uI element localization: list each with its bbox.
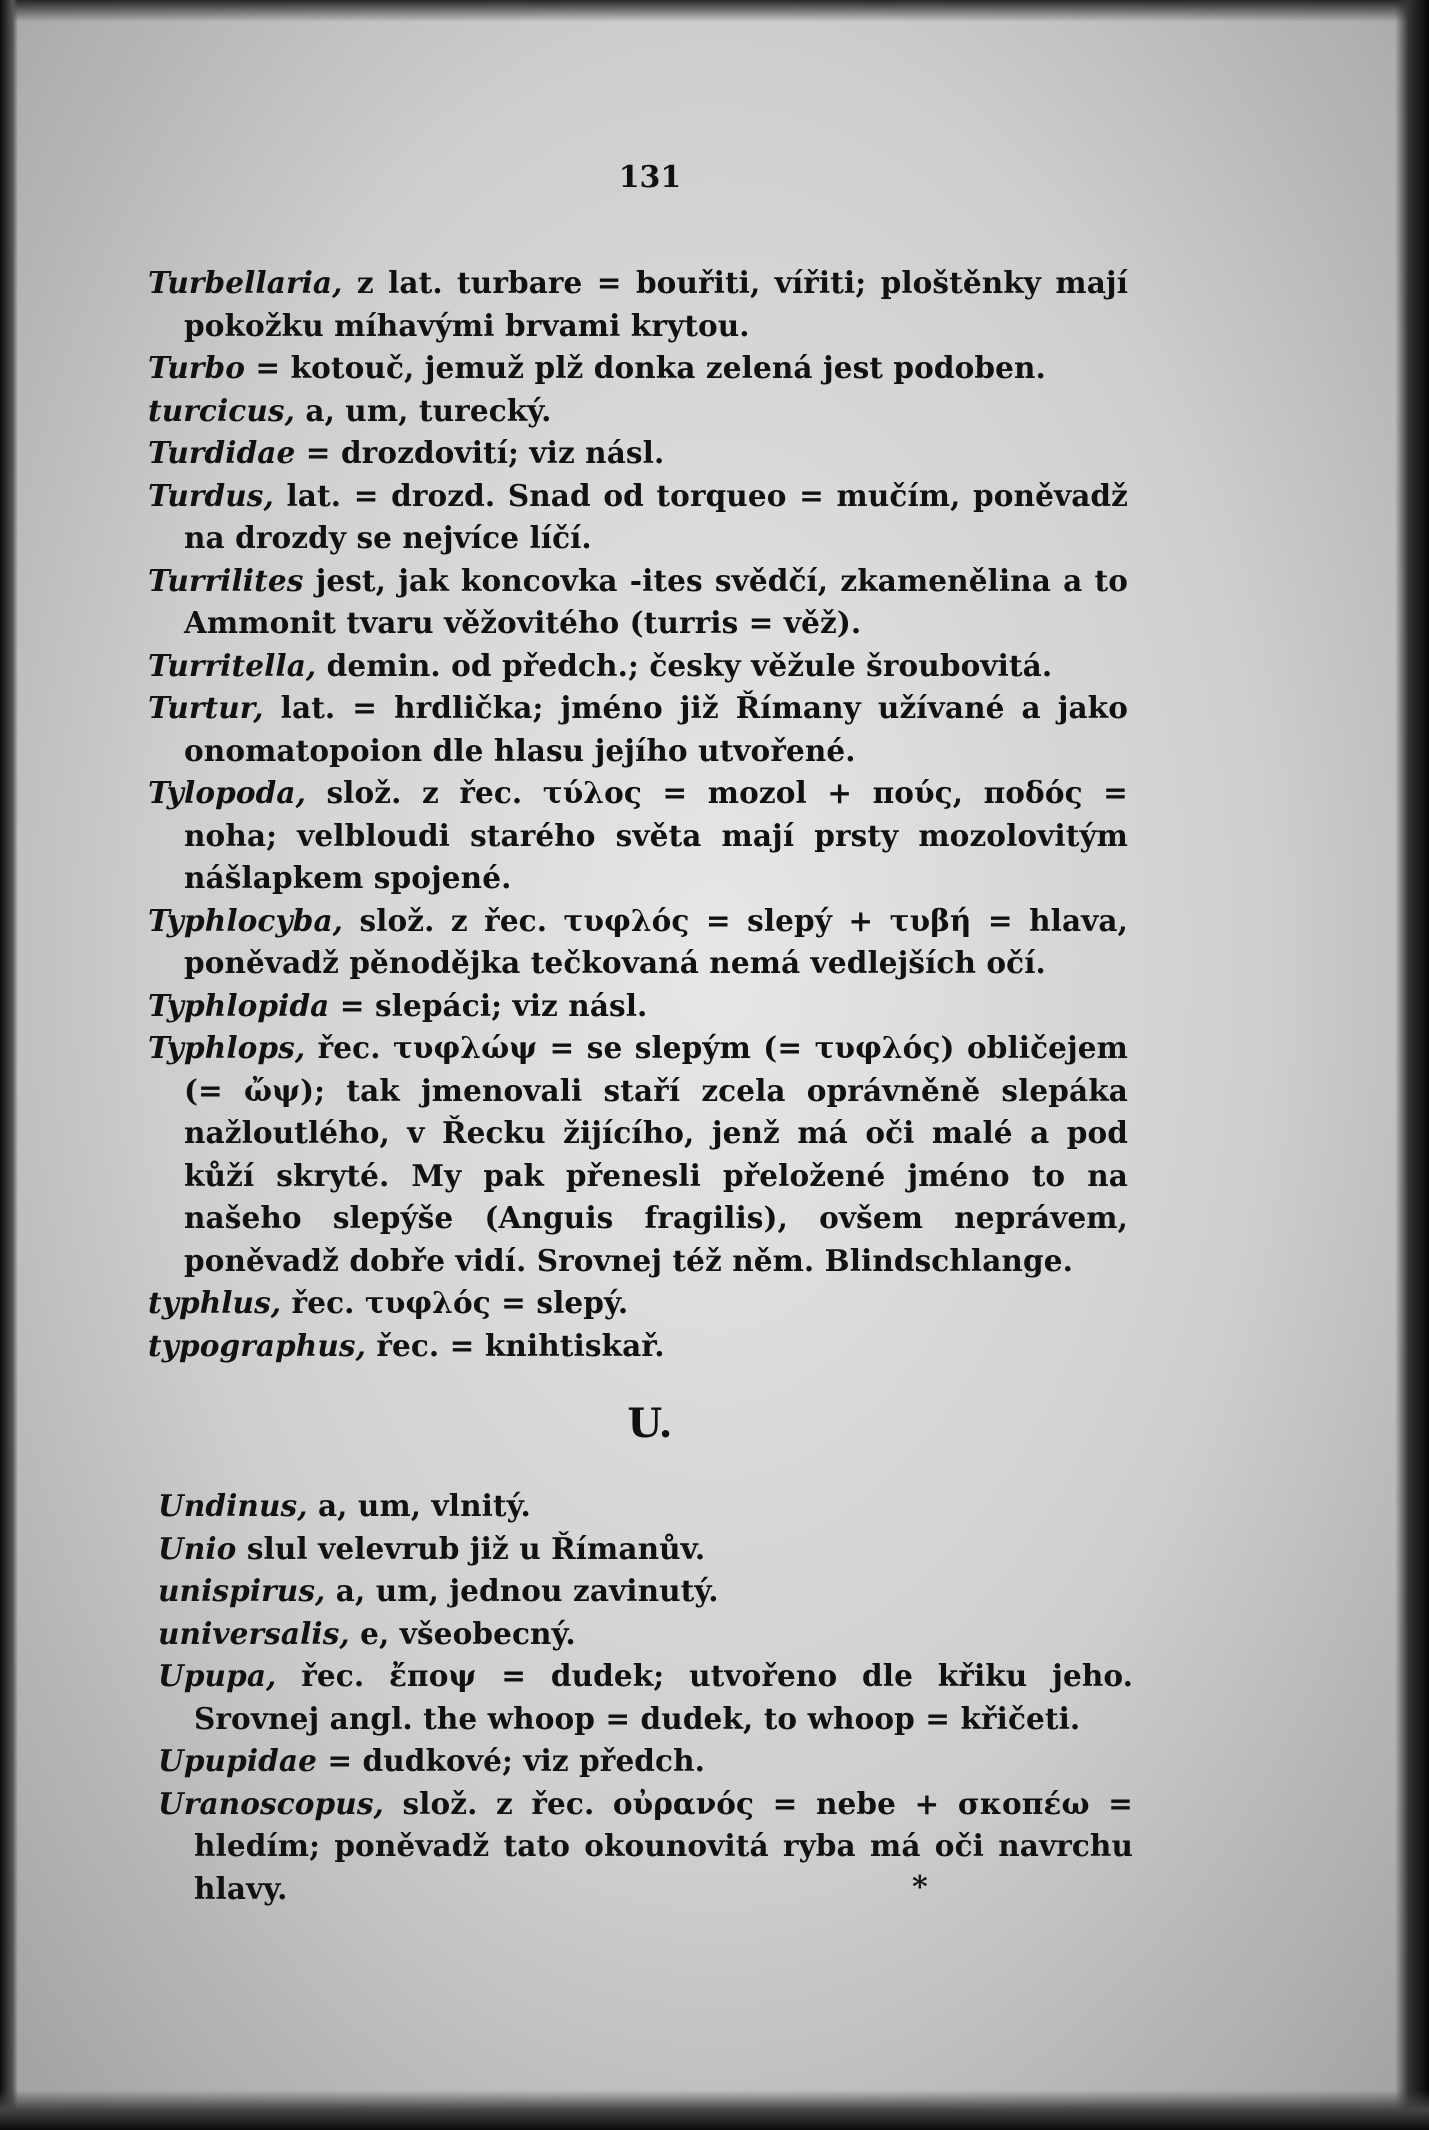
entry-headword: Typhlops,	[148, 1030, 306, 1065]
entry-headword: Undinus,	[158, 1488, 308, 1523]
entry-definition: demin. od předch.; česky věžule šroubovitá.	[316, 647, 1053, 683]
entry-definition: jest, jak koncovka -ites svědčí, zkamenělina a to Ammonit tvaru věžovitého (turris = věž).	[184, 562, 1128, 640]
dictionary-entry	[148, 985, 1128, 1028]
entry-headword: Unio	[158, 1530, 237, 1566]
dictionary-entry	[148, 900, 1128, 985]
page-number: 131	[618, 160, 682, 195]
entry-headword: Turritella,	[148, 647, 317, 683]
entry-definition: = slepáci; viz násl.	[329, 987, 648, 1023]
entry-definition: = kotouč, jemuž plž donka zelená jest podoben.	[245, 350, 1046, 385]
entry-headword: turcicus,	[148, 392, 295, 428]
entry-headword: universalis,	[158, 1615, 350, 1651]
entry-headword: Turdidae	[148, 435, 296, 470]
section-letter-heading: U.	[627, 1400, 673, 1447]
dictionary-entry	[148, 645, 1128, 688]
scan-edge-right	[1395, 0, 1429, 2130]
dictionary-entries-t	[148, 262, 1128, 1367]
entry-definition: řec. ἔποψ = dudek; utvořeno dle křiku jeho. Srovnej angl. the whoop = dudek, to whoop = křičeti.	[194, 1658, 1133, 1736]
dictionary-entry	[158, 1740, 1133, 1783]
entry-definition: řec. τυφλός = slepý.	[281, 1285, 629, 1320]
dictionary-entry	[148, 390, 1128, 433]
entry-headword: Typhlocyba,	[148, 902, 344, 938]
entry-headword: Typhlopida	[148, 987, 330, 1023]
dictionary-entry	[148, 1325, 1128, 1368]
dictionary-entry	[158, 1528, 1133, 1571]
scan-edge-bottom	[0, 2090, 1429, 2130]
entry-definition: slož. z řec. οὐρανός = nebe + σκοπέω = hledím; poněvadž tato okounovitá ryba má oči navrchu hlavy.	[194, 1785, 1133, 1906]
entry-definition: e, všeobecný.	[349, 1615, 576, 1651]
scan-edge-top	[0, 0, 1429, 22]
entry-definition: a, um, turecký.	[294, 392, 552, 428]
dictionary-entry	[158, 1783, 1133, 1911]
entry-definition: slož. z řec. τυφλός = slepý + τυβή = hlava, poněvadž pěnodějka tečkovaná nemá vedlejších očí.	[184, 902, 1128, 980]
entry-headword: Tylopoda,	[148, 775, 306, 810]
entry-definition: = dudkové; viz předch.	[316, 1743, 706, 1778]
entry-headword: Upupidae	[158, 1743, 317, 1778]
dictionary-entry	[148, 432, 1128, 475]
entry-headword: Turtur,	[148, 690, 264, 725]
entry-definition: slož. z řec. τύλος = mozol + πούς, ποδός = noha; velbloudi starého světa mají prsty mozolovitým nášlapkem spojené.	[184, 775, 1128, 895]
dictionary-entries-u	[158, 1485, 1133, 1910]
entry-headword: unispirus,	[158, 1573, 326, 1608]
dictionary-entry	[148, 262, 1128, 347]
dictionary-entry	[158, 1570, 1133, 1613]
entry-definition: řec. τυφλώψ = se slepým (= τυφλός) obličejem (= ὤψ); tak jmenovali staří zcela oprávněně slepáka nažloutlého, v Řecku žijícího, jenž má oči malé a pod kůží skryté. My pak přenesli přeložené jméno to na našeho slepýše (Anguis fragilis), ovšem neprávem, poněvadž dobře vidí. Srovnej též něm. Blindschlange.	[184, 1030, 1128, 1278]
entry-definition: řec. = knihtiskař.	[365, 1327, 665, 1363]
entry-headword: Turrilites	[148, 562, 304, 598]
entry-headword: Turbellaria,	[148, 265, 343, 300]
entry-definition: lat. = hrdlička; jméno již Římany užívané a jako onomatopoion dle hlasu jejího utvořené.	[184, 690, 1128, 768]
dictionary-entry	[148, 347, 1128, 390]
entry-definition: lat. = drozd. Snad od torqueo = mučím, poněvadž na drozdy se nejvíce líčí.	[184, 477, 1128, 555]
signature-mark: *	[912, 1870, 928, 1905]
entry-definition: a, um, jednou zavinutý.	[325, 1573, 719, 1608]
entry-headword: typographus,	[148, 1327, 366, 1363]
entry-headword: Turbo	[148, 350, 246, 385]
entry-headword: Upupa,	[158, 1658, 277, 1693]
dictionary-entry	[148, 1282, 1128, 1325]
entry-definition: slul velevrub již u Římanův.	[236, 1530, 706, 1566]
dictionary-entry	[148, 1027, 1128, 1282]
dictionary-entry	[148, 475, 1128, 560]
scan-edge-left	[0, 0, 18, 2130]
dictionary-entry	[158, 1485, 1133, 1528]
entry-definition: = drozdovití; viz násl.	[295, 435, 665, 470]
dictionary-entry	[148, 772, 1128, 900]
dictionary-entry	[148, 560, 1128, 645]
entry-headword: Uranoscopus,	[158, 1785, 384, 1821]
entry-headword: Turdus,	[148, 477, 274, 513]
entry-headword: typhlus,	[148, 1285, 282, 1320]
dictionary-entry	[158, 1613, 1133, 1656]
entry-definition: a, um, vlnitý.	[307, 1488, 531, 1523]
entry-definition: z lat. turbare = bouřiti, vířiti; ploštěnky mají pokožku míhavými brvami krytou.	[184, 265, 1128, 343]
dictionary-entry	[148, 687, 1128, 772]
dictionary-entry	[158, 1655, 1133, 1740]
